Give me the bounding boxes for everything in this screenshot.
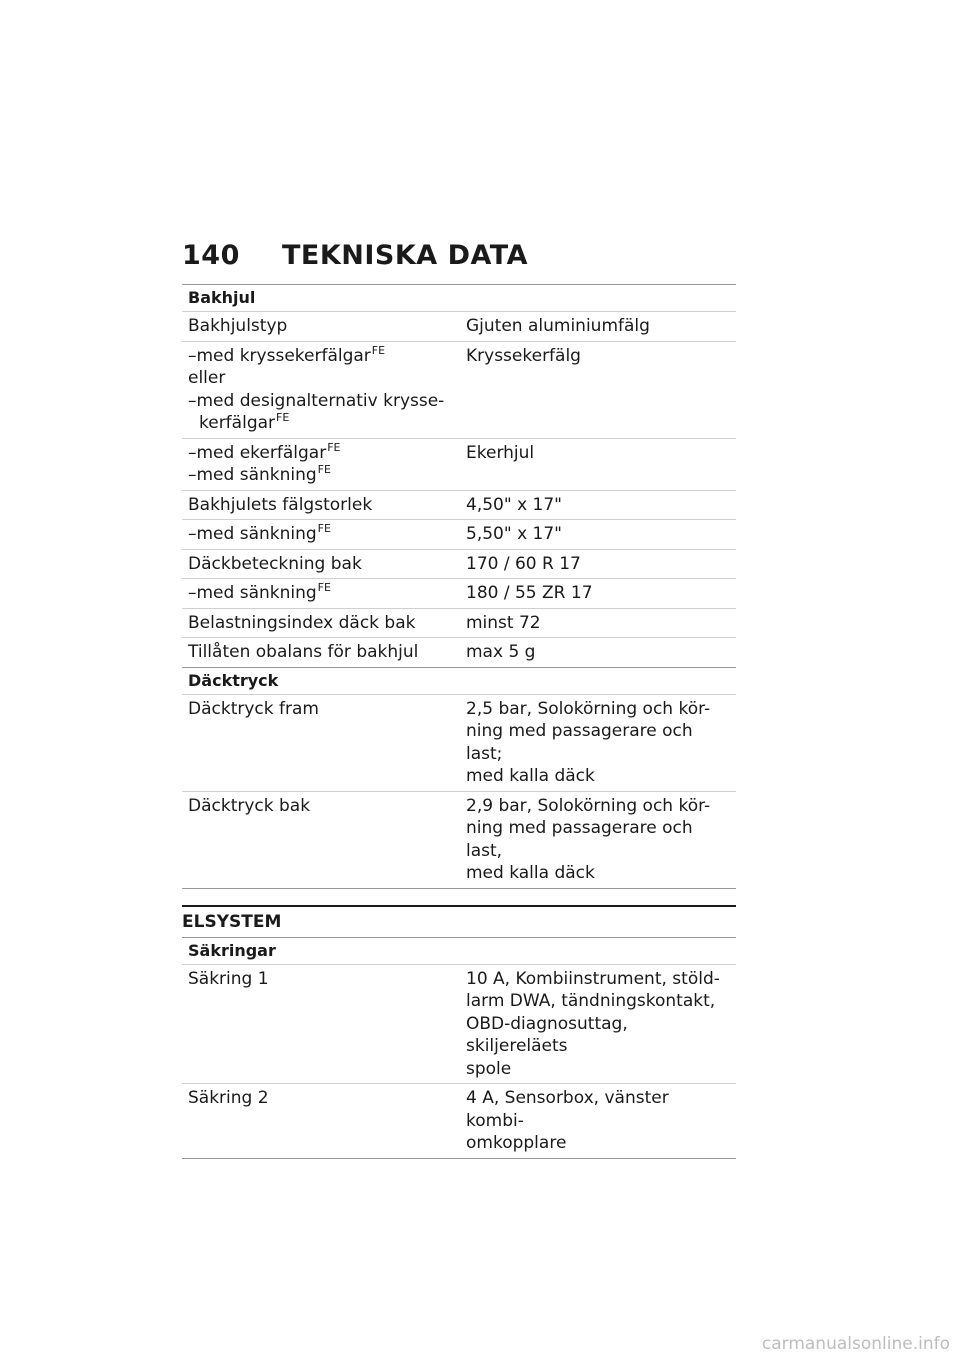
manual-page (182, 240, 736, 1159)
page-number: 140 (182, 240, 240, 271)
fe-mark: FE (317, 463, 331, 477)
table-row: Belastningsindex däck bak minst 72 (182, 608, 736, 638)
table-row: –med sänkning$^{FE}$ 5,50" x 17" (182, 519, 736, 549)
table-row: Däcktryck bak 2,9 bar, Solokörning och kör- ning med passagerare och last, med kalla däck (182, 791, 736, 888)
fe-mark: FE (276, 411, 290, 425)
table-row: Bakhjulets fälgstorlek 4,50" x 17" (182, 490, 736, 520)
table-row: Bakhjulstyp Gjuten aluminiumfälg (182, 311, 736, 341)
table-end-rule (182, 1158, 736, 1159)
chapter-title: TEKNISKA DATA (282, 240, 529, 271)
table-row: Tillåten obalans för bakhjul max 5 g (182, 637, 736, 667)
section-title-sakringar: Säkringar (182, 937, 736, 964)
chapter-elsystem: ELSYSTEM (182, 905, 736, 937)
page-header (182, 240, 736, 284)
table-row: –med kryssekerfälgar$^{FE}$ eller –med designalternativ krysse- kerfälgar$^{FE}$ Kryssekerfälg (182, 341, 736, 438)
watermark-footer: carmanualsonline.info (761, 1334, 950, 1354)
table-row: Däckbeteckning bak 170 / 60 R 17 (182, 549, 736, 579)
table-row: Säkring 2 4 A, Sensorbox, vänster kombi- omkopplare (182, 1083, 736, 1158)
section-title-bakhjul: Bakhjul (182, 284, 736, 311)
table-end-rule (182, 888, 736, 889)
table-row: –med ekerfälgar$^{FE}$ –med sänkning$^{FE}$ Ekerhjul (182, 438, 736, 490)
section-title-dacktryck: Däcktryck (182, 667, 736, 694)
fe-mark: FE (317, 522, 331, 536)
table-row: Däcktryck fram 2,5 bar, Solokörning och kör- ning med passagerare och last; med kalla däck (182, 694, 736, 791)
fe-mark: FE (327, 440, 341, 454)
fe-mark: FE (317, 581, 331, 595)
table-row: Säkring 1 10 A, Kombiinstrument, stöld- larm DWA, tändningskontakt, OBD-diagnosuttag, skiljereläets spole (182, 964, 736, 1084)
fe-mark: FE (371, 343, 386, 357)
table-row: –med sänkning$^{FE}$ 180 / 55 ZR 17 (182, 578, 736, 608)
